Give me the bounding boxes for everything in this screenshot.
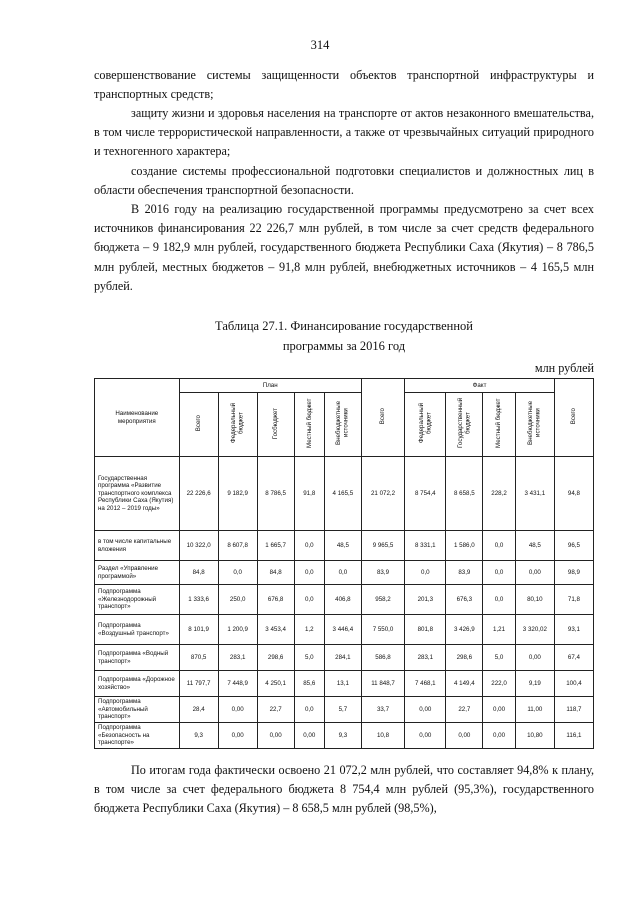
table-cell: 0,00	[515, 645, 554, 671]
row-name: Подпрограмма «Автомобильный транспорт»	[95, 697, 180, 723]
table-cell: 10,8	[361, 723, 404, 749]
table-units: млн рублей	[534, 361, 594, 375]
table-cell: 0,0	[294, 561, 324, 585]
table-cell: 10,80	[515, 723, 554, 749]
table-cell: 9,19	[515, 671, 554, 697]
header-plan-group: План	[179, 379, 361, 393]
header-fact-local: Местный бюджет	[483, 393, 516, 457]
table-row	[95, 671, 594, 697]
table-cell: 4 149,4	[446, 671, 483, 697]
table-cell: 67,4	[554, 645, 593, 671]
table-row	[95, 615, 594, 645]
header-fact-extrabudget: Внебюджетные источники	[515, 393, 554, 457]
paragraph-funding-2016: В 2016 году на реализацию государственной программы предусмотрено за счет всех источников финансирования 22 226,7 млн рублей, в том числе за счет средств федерального бюджета – 9 182,9 млн рублей, государственного бюджета Республики Саха (Якутия) – 8 786,5 млн рублей, местных бюджетов – 91,8 млн рублей, внебюджетных источников – 4 165,5 млн рублей.	[94, 202, 594, 293]
table-cell: 406,8	[324, 585, 361, 615]
table-cell: 0,00	[294, 723, 324, 749]
header-fact-state: Государственный бюджет	[446, 393, 483, 457]
table-cell: 0,00	[446, 723, 483, 749]
table-row	[95, 585, 594, 615]
table-cell: 11,00	[515, 697, 554, 723]
table-cell: 1 333,6	[179, 585, 218, 615]
table-cell: 7 468,1	[405, 671, 446, 697]
header-plan-federal: Федеральный бюджет	[218, 393, 257, 457]
table-caption-line-1: Таблица 27.1. Финансирование государственной	[215, 319, 473, 333]
table-cell: 22 226,6	[179, 457, 218, 531]
table-cell: 1,21	[483, 615, 516, 645]
table-cell: 9,3	[324, 723, 361, 749]
table-cell: 283,1	[218, 645, 257, 671]
table-cell: 22,7	[446, 697, 483, 723]
table-caption	[94, 316, 594, 356]
financing-table	[94, 378, 594, 749]
table-cell: 0,0	[294, 531, 324, 561]
table-cell: 283,1	[405, 645, 446, 671]
table-cell: 0,00	[515, 561, 554, 585]
paragraph-protection-of-life: защиту жизни и здоровья населения на транспорте от актов незаконного вмешательства, в том числе террористической направленности, а также от чрезвычайных ситуаций природного и техногенного характера;	[94, 106, 594, 159]
table-row	[95, 457, 594, 531]
table-cell: 250,0	[218, 585, 257, 615]
table-cell: 0,00	[405, 723, 446, 749]
table-cell: 11 797,7	[179, 671, 218, 697]
table-cell: 0,0	[324, 561, 361, 585]
table-cell: 0,0	[405, 561, 446, 585]
row-name: Государственная программа «Развитие транспортного комплекса Республики Саха (Якутия) на 2012 – 2019 годы»	[95, 457, 180, 531]
table-cell: 91,8	[294, 457, 324, 531]
table-cell: 1,2	[294, 615, 324, 645]
table-cell: 3 426,9	[446, 615, 483, 645]
table-cell: 0,00	[483, 723, 516, 749]
table-cell: 118,7	[554, 697, 593, 723]
page-number: 314	[310, 38, 330, 52]
row-name: Подпрограмма «Дорожное хозяйство»	[95, 671, 180, 697]
row-name: Подпрограмма «Водный транспорт»	[95, 645, 180, 671]
table-cell: 5,0	[483, 645, 516, 671]
table-cell: 228,2	[483, 457, 516, 531]
table-cell: 71,8	[554, 585, 593, 615]
header-plan-state: Госбюджет	[257, 393, 294, 457]
table-cell: 9 965,5	[361, 531, 404, 561]
table-cell: 8 331,1	[405, 531, 446, 561]
table-cell: 958,2	[361, 585, 404, 615]
row-name: Подпрограмма «Воздушный транспорт»	[95, 615, 180, 645]
row-name: в том числе капитальные вложения	[95, 531, 180, 561]
table-cell: 0,0	[294, 585, 324, 615]
table-row	[95, 561, 594, 585]
table-cell: 83,9	[361, 561, 404, 585]
table-cell: 9 182,9	[218, 457, 257, 531]
header-total-plan: Всего	[361, 379, 404, 457]
table-cell: 0,0	[483, 531, 516, 561]
table-cell: 1 665,7	[257, 531, 294, 561]
table-cell: 0,00	[405, 697, 446, 723]
table-cell: 201,3	[405, 585, 446, 615]
table-cell: 33,7	[361, 697, 404, 723]
row-name: Подпрограмма «Безопасность на транспорте»	[95, 723, 180, 749]
table-row	[95, 697, 594, 723]
table-cell: 5,0	[294, 645, 324, 671]
table-cell: 8 607,8	[218, 531, 257, 561]
table-cell: 0,00	[483, 697, 516, 723]
table-cell: 10 322,0	[179, 531, 218, 561]
row-name: Раздел «Управление программой»	[95, 561, 180, 585]
table-cell: 94,8	[554, 457, 593, 531]
table-cell: 5,7	[324, 697, 361, 723]
table-cell: 1 586,0	[446, 531, 483, 561]
table-cell: 676,3	[446, 585, 483, 615]
table-cell: 8 754,4	[405, 457, 446, 531]
header-plan-extrabudget: Внебюджетные источники	[324, 393, 361, 457]
table-cell: 8 658,5	[446, 457, 483, 531]
table-cell: 0,0	[218, 561, 257, 585]
table-cell: 48,5	[324, 531, 361, 561]
table-cell: 870,5	[179, 645, 218, 671]
table-cell: 48,5	[515, 531, 554, 561]
table-cell: 0,00	[218, 723, 257, 749]
table-cell: 1 200,9	[218, 615, 257, 645]
table-cell: 0,0	[294, 697, 324, 723]
table-cell: 93,1	[554, 615, 593, 645]
paragraph-results: По итогам года фактически освоено 21 072,2 млн рублей, что составляет 94,8% к плану, в том числе за счет федерального бюджета 8 754,4 млн рублей (95,3%), государственного бюджета Республики Саха (Якутия) – 8 658,5 млн рублей (98,5%),	[94, 763, 594, 816]
table-cell: 22,7	[257, 697, 294, 723]
table-cell: 298,6	[257, 645, 294, 671]
table-cell: 116,1	[554, 723, 593, 749]
paragraph-training-system: создание системы профессиональной подготовки специалистов и должностных лиц в области обеспечения транспортной безопасности.	[94, 164, 594, 198]
table-cell: 98,9	[554, 561, 593, 585]
header-plan-local: Местный бюджет	[294, 393, 324, 457]
table-cell: 3 320,02	[515, 615, 554, 645]
table-caption-line-2: программы за 2016 год	[282, 339, 406, 353]
table-cell: 0,00	[218, 697, 257, 723]
table-cell: 84,8	[257, 561, 294, 585]
table-cell: 21 072,2	[361, 457, 404, 531]
table-cell: 83,9	[446, 561, 483, 585]
table-cell: 8 786,5	[257, 457, 294, 531]
table-cell: 222,0	[483, 671, 516, 697]
table-cell: 7 550,0	[361, 615, 404, 645]
table-cell: 4 165,5	[324, 457, 361, 531]
row-name: Подпрограмма «Железнодорожный транспорт»	[95, 585, 180, 615]
table-cell: 80,10	[515, 585, 554, 615]
paragraph-transport-infrastructure: совершенствование системы защищенности объектов транспортной инфраструктуры и транспортных средств;	[94, 68, 594, 102]
table-cell: 96,5	[554, 531, 593, 561]
table-cell: 0,0	[483, 585, 516, 615]
table-cell: 676,8	[257, 585, 294, 615]
table-cell: 4 250,1	[257, 671, 294, 697]
header-total-fact: Всего	[554, 379, 593, 457]
table-cell: 0,0	[483, 561, 516, 585]
table-cell: 0,00	[257, 723, 294, 749]
header-plan-total: Всего	[179, 393, 218, 457]
header-fact-federal: Федеральный бюджет	[405, 393, 446, 457]
table-cell: 11 848,7	[361, 671, 404, 697]
table-cell: 586,8	[361, 645, 404, 671]
table-row	[95, 645, 594, 671]
table-cell: 100,4	[554, 671, 593, 697]
table-cell: 8 101,9	[179, 615, 218, 645]
table-cell: 284,1	[324, 645, 361, 671]
table-cell: 298,6	[446, 645, 483, 671]
table-cell: 3 446,4	[324, 615, 361, 645]
table-cell: 84,8	[179, 561, 218, 585]
table-cell: 13,1	[324, 671, 361, 697]
table-cell: 9,3	[179, 723, 218, 749]
table-row	[95, 723, 594, 749]
table-row	[95, 531, 594, 561]
table-cell: 28,4	[179, 697, 218, 723]
table-cell: 85,6	[294, 671, 324, 697]
table-cell: 801,8	[405, 615, 446, 645]
table-cell: 3 453,4	[257, 615, 294, 645]
table-cell: 7 448,9	[218, 671, 257, 697]
table-body	[95, 457, 594, 749]
header-fact-group: Факт	[405, 379, 555, 393]
table-cell: 3 431,1	[515, 457, 554, 531]
header-name: Наименование мероприятия	[95, 379, 180, 457]
